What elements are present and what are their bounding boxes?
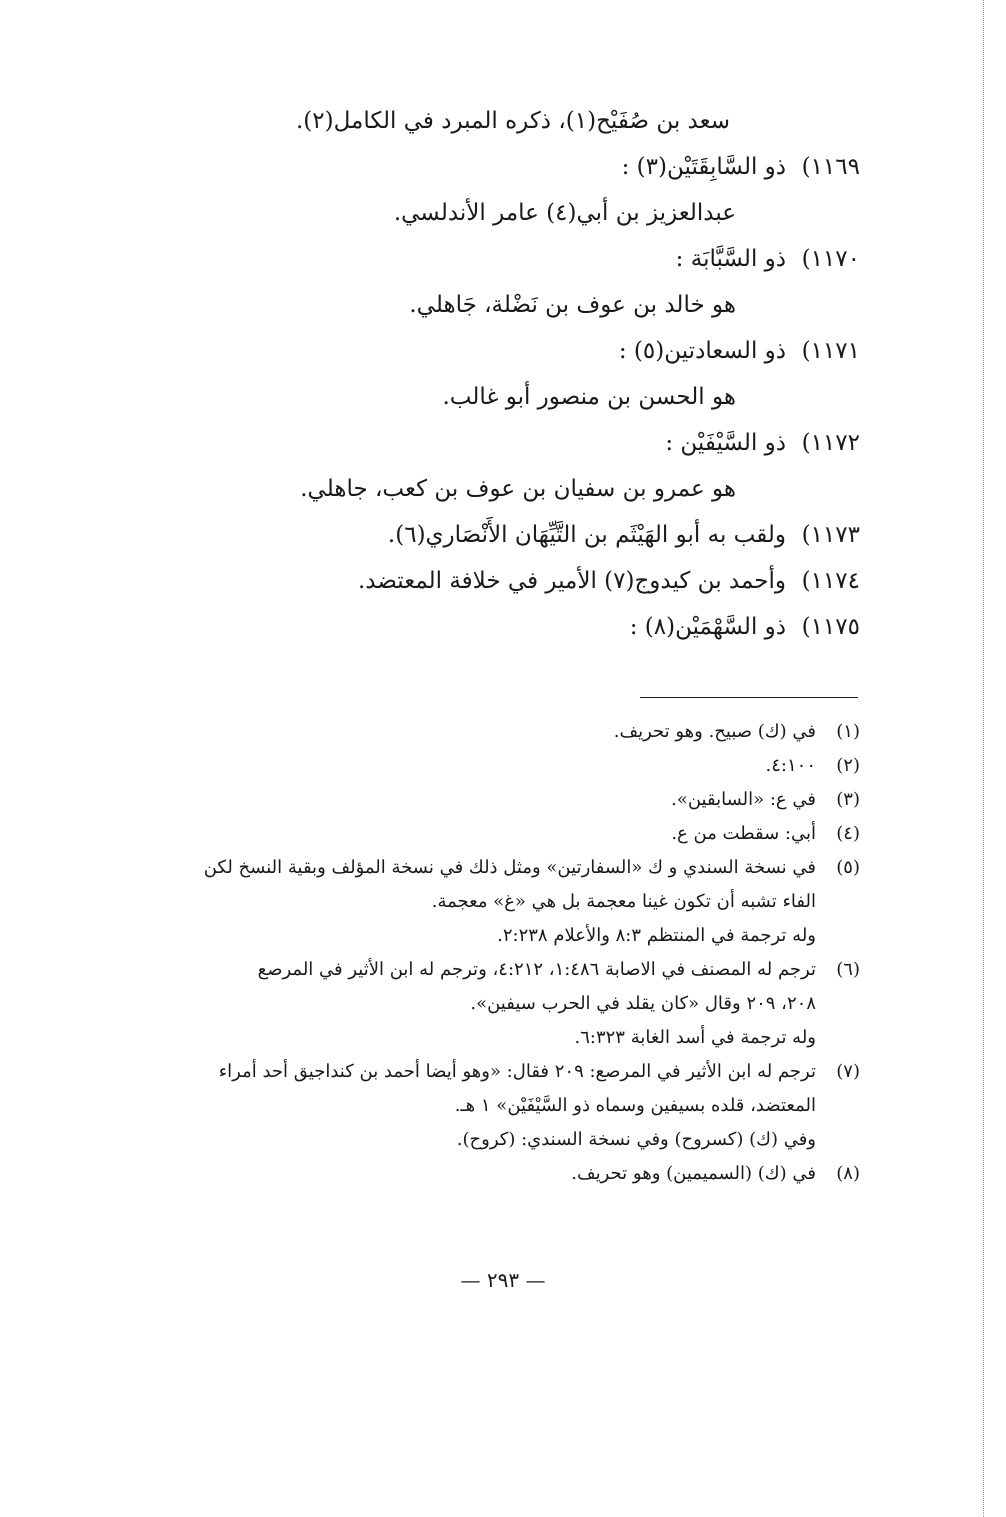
- footnote-text: ترجم له المصنف في الاصابة ١:٤٨٦، ٤:٢١٢، وترجم له ابن الأثير في المرصع: [257, 959, 816, 980]
- entry-1172: [250, 420, 860, 466]
- entry-title: ذو السَّابِقَتَيْن(٣) :: [621, 154, 786, 180]
- entry-title: ولقب به أبو الهَيْثَم بن التَّيِّهَان الأَنْصَاري(٦).: [387, 522, 786, 548]
- footnote-number: (٥): [836, 857, 860, 878]
- entry-body: هو عمرو بن سفيان بن عوف بن كعب، جاهلي.: [300, 476, 736, 502]
- entry-number: ١١٧١): [801, 338, 860, 364]
- footnote-number: (٨): [836, 1163, 860, 1184]
- entry-number: ١١٧٢): [801, 430, 860, 456]
- footnote-text: ٢٠٨، ٢٠٩ وقال «كان يقلد في الحرب سيفين».: [470, 993, 816, 1014]
- footnotes: [138, 715, 860, 1191]
- footnote-text: المعتضد، قلده بسيفين وسماه ذو السَّيْفَيْن» ١ هـ.: [454, 1095, 816, 1116]
- entry-title: ذو السَّيْفَيْن :: [665, 430, 786, 456]
- footnote-3: [138, 783, 860, 817]
- footnote-number: (٣): [836, 789, 860, 810]
- text-line: سعد بن صُفَيْح(١)، ذكره المبرد في الكامل(٢).: [295, 108, 730, 134]
- footnote-7: [138, 1055, 860, 1157]
- entry-body: عبدالعزيز بن أبي(٤) عامر الأندلسي.: [393, 200, 736, 226]
- footnote-number: (٦): [836, 959, 860, 980]
- entry-number: ١١٦٩): [801, 154, 860, 180]
- entry-1173: [250, 512, 860, 558]
- footnote-text: وله ترجمة في المنتظم ٨:٣ والأعلام ٢:٢٣٨.: [497, 925, 816, 946]
- footnote-text: وله ترجمة في أسد الغابة ٦:٣٢٣.: [574, 1027, 816, 1048]
- entry-title: ذو السَّهْمَيْن(٨) :: [629, 614, 786, 640]
- page-number: — ٢٩٣ —: [460, 1268, 546, 1292]
- entry-number: ١١٧٤): [801, 568, 860, 594]
- footnote-5: [138, 851, 860, 953]
- entry-body: هو خالد بن عوف بن نَضْلة، جَاهلي.: [409, 292, 736, 318]
- entry-1170: [250, 236, 860, 282]
- footnote-1: [138, 715, 860, 749]
- footnote-text: وفي (ك) (كسروح) وفي نسخة السندي: (كروح).: [456, 1129, 816, 1150]
- entry-title: ذو السعادتين(٥) :: [618, 338, 786, 364]
- entry-1169: [250, 144, 860, 190]
- footnote-number: (١): [836, 721, 860, 742]
- footnote-text: في نسخة السندي و ك «السفارتين» ومثل ذلك في نسخة المؤلف وبقية النسخ لكن: [203, 857, 816, 878]
- footnote-text: في (ك) صبيح. وهو تحريف.: [613, 721, 816, 742]
- footnote-number: (٤): [836, 823, 860, 844]
- footnote-2: [138, 749, 860, 783]
- main-text: [250, 98, 860, 650]
- footnote-separator: [640, 697, 858, 698]
- entry-1174: [250, 558, 860, 604]
- footnote-text: ترجم له ابن الأثير في المرصع: ٢٠٩ فقال: «وهو أيضا أحمد بن كنداجيق أحد أمراء: [218, 1061, 816, 1082]
- footnote-6: [138, 953, 860, 1055]
- footnote-number: (٢): [836, 755, 860, 776]
- footnote-text: في (ك) (السميمين) وهو تحريف.: [571, 1163, 816, 1184]
- footnote-number: (٧): [836, 1061, 860, 1082]
- footnote-4: [138, 817, 860, 851]
- entry-1175: [250, 604, 860, 650]
- entry-body: هو الحسن بن منصور أبو غالب.: [442, 384, 736, 410]
- footnote-text: في ع: «السابقين».: [671, 789, 816, 810]
- entry-number: ١١٧٠): [801, 246, 860, 272]
- footnote-text: الفاء تشبه أن تكون غينا معجمة بل هي «غ» معجمة.: [431, 891, 816, 912]
- footnote-8: [138, 1157, 860, 1191]
- entry-1171: [250, 328, 860, 374]
- entry-number: ١١٧٣): [801, 522, 860, 548]
- footnote-text: أبي: سقطت من ع.: [671, 823, 816, 844]
- entry-title: ذو السَّبَّابَة :: [675, 246, 786, 272]
- entry-number: ١١٧٥): [801, 614, 860, 640]
- entry-title: وأحمد بن كيدوج(٧) الأمير في خلافة المعتضد.: [357, 568, 786, 594]
- footnote-text: ٤:١٠٠.: [765, 755, 816, 776]
